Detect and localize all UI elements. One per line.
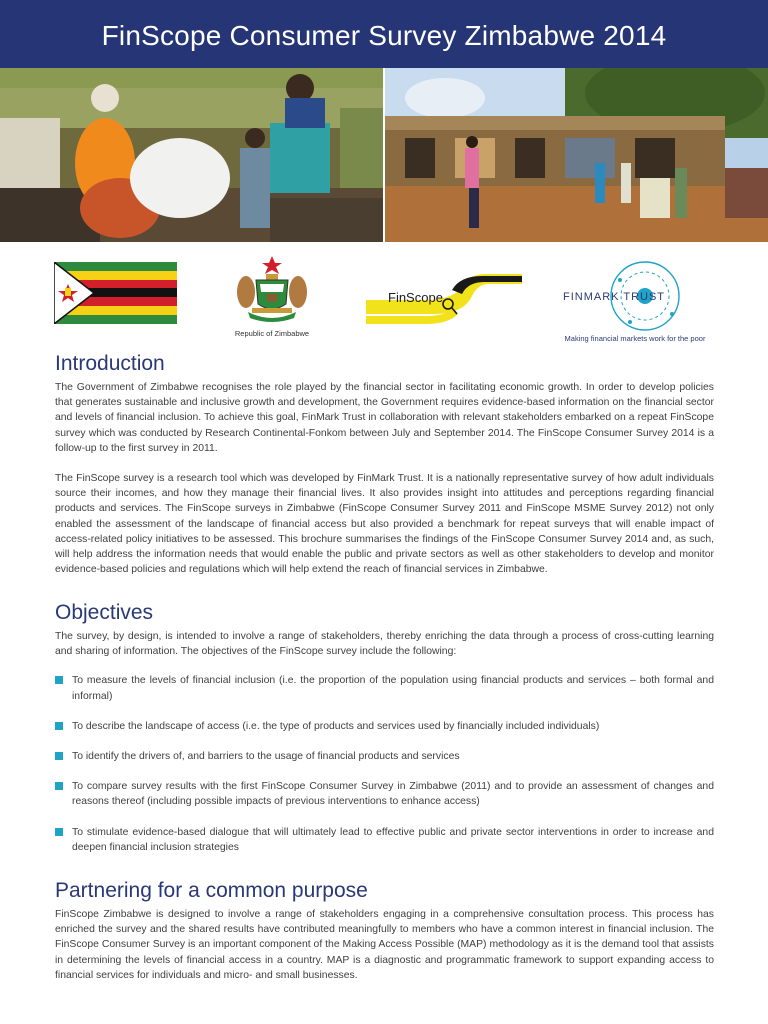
objectives-heading: Objectives [55,601,154,624]
finmark-wordmark: FINMARK TRUST [563,291,666,303]
introduction-section [55,352,714,577]
introduction-paragraph-1: The Government of Zimbabwe recognises the role played by the financial sector in facilitating economic growth. In order to develop policies that generates sustainable and inclusive growth and development, the Government requires evidence-based information on the financial sector and levels of financial inclusion. To achieve this goal, FinMark Trust in collaboration with relevant stakeholders embarked on a repeat FinScope survey which was conducted by Research Continental-Fonkom between July and September 2014. The FinScope Consumer Survey 2014 is a follow-up to the first survey in 2011. [55,382,714,454]
finscope-wordmark: FinScope [388,290,443,305]
objective-item: To identify the drivers of, and barriers to the usage of financial products and services [55,749,714,764]
bullet-square-icon [55,828,63,836]
market-photo [0,68,383,242]
street-photo [385,68,768,242]
finmark-trust-logo [560,260,710,346]
objective-item: To compare survey results with the first FinScope Consumer Survey in Zimbabwe (2011) and to provide an assessment of changes and reasons thereof (including possible impacts of previous interventions to enhance access) [55,779,714,809]
finmark-tagline: Making financial markets work for the poor [564,334,706,343]
introduction-heading: Introduction [55,352,165,375]
title-banner [0,0,768,68]
partnering-section [55,879,714,983]
objectives-intro: The survey, by design, is intended to involve a range of stakeholders, thereby enriching the data through a process of cross-cutting learning and sharing of information. The objectives of the FinScope survey include the following: [55,631,714,658]
bullet-square-icon [55,722,63,730]
objective-item: To describe the landscape of access (i.e. the type of products and services used by financially included individuals) [55,719,714,734]
objective-item: To measure the levels of financial inclusion (i.e. the proportion of the population using financial products and services – both formal and informal) [55,673,714,703]
objective-item: To stimulate evidence-based dialogue that will ultimately lead to effective public and private sector interventions in order to increase and deepen financial inclusion strategies [55,825,714,855]
objectives-section [55,601,714,855]
introduction-paragraph-2: The FinScope survey is a research tool which was developed by FinMark Trust. It is a nationally representative survey of how adult individuals source their incomes, and how they manage their financial lives. It also provides insight into attitudes and perceptions regarding financial products and services. The FinScope surveys in Zimbabwe (FinScope Consumer Survey 2011 and FinScope MSME Survey 2012) not only enabled the assessment of the landscape of financial access but also provided a benchmark for repeat surveys that will enable impact of access-related policy initiatives to be assessed. This brochure summarises the findings of the FinScope Consumer Survey 2014 and, as such, will help address the information needs that would enable the public and private sectors as well as other stakeholders to develop and monitor evidence-based policies and regulations which will help extend the reach of financial services in Zimbabwe. [55,473,714,576]
bullet-square-icon [55,782,63,790]
coat-caption: Republic of Zimbabwe [234,329,310,338]
partnering-paragraph: FinScope Zimbabwe is designed to involve a range of stakeholders engaging in a comprehensive consultation process. This process has enriched the survey and the shared results have contributed meaningfully to members who have a common interest in financial inclusion. The FinScope Consumer Survey is an important component of the Making Access Possible (MAP) methodology as it is the demand tool that assists in determining the levels of financial access in a country. MAP is a diagnostic and programmatic framework to support expanding access to financial services for individuals and micro- and small businesses. [55,909,714,981]
bullet-square-icon [55,752,63,760]
page-title: FinScope Consumer Survey Zimbabwe 2014 [101,20,667,51]
photo-strip [0,68,768,242]
zimbabwe-flag-logo [54,262,177,324]
partnering-heading: Partnering for a common purpose [55,879,368,902]
zimbabwe-coat-of-arms [226,254,318,342]
finscope-logo [366,270,522,326]
objectives-list [55,673,714,855]
bullet-square-icon [55,676,63,684]
